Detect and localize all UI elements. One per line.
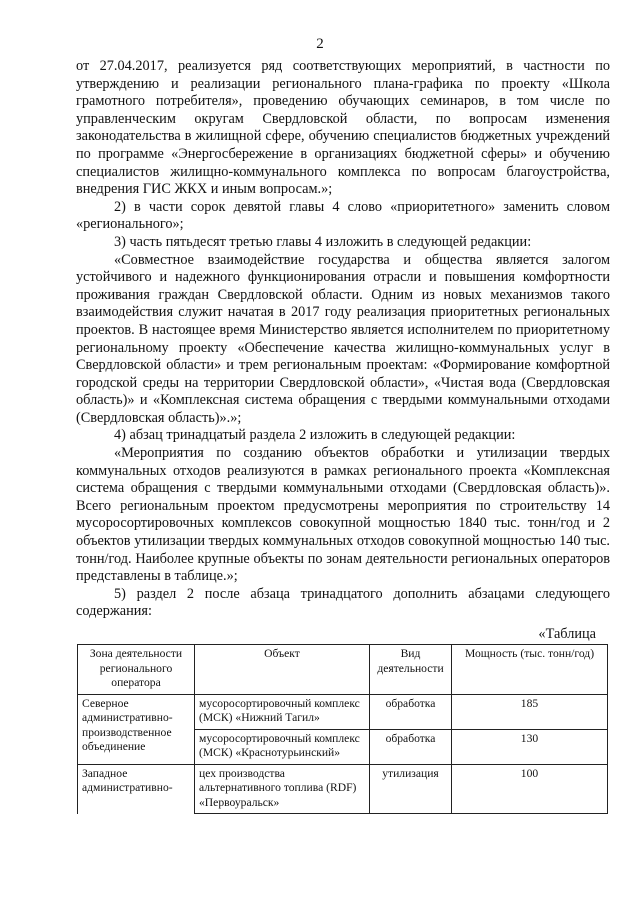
paragraph-quote-cooperation: «Совместное взаимодействие государства и общества является залогом устойчивого и надежного функционирования отрасли и повышения комфортности проживания граждан Свердловской области. Одним из новых механизмов такого взаимодействия служит начатая в 2017 году реализация приоритетных региональных проектов. В настоящее время Министерство является исполнителем по приоритетному региональному проекту «Обеспечение качества жилищно-коммунальных услуг в Свердловской области» и трем региональным проектам: «Формирование комфортной городской среды на территории Свердловской области», «Чистая вода (Свердловская область)» и «Комплексная система обращения с твердыми коммунальными отходами (Свердловская область)».»; <box>76 251 610 426</box>
page-number: 2 <box>316 36 324 52</box>
cell-zone: Северное административно-производственное объединение <box>78 694 195 764</box>
table-caption: «Таблица <box>538 626 596 642</box>
cell-object: мусоросортировочный комплекс (МСК) «Краснотурьинский» <box>195 729 370 764</box>
cell-zone: Западное административно- <box>78 764 195 814</box>
cell-activity: обработка <box>370 694 452 729</box>
cell-activity: утилизация <box>370 764 452 814</box>
cell-capacity: 185 <box>452 694 608 729</box>
cell-capacity: 100 <box>452 764 608 814</box>
cell-activity: обработка <box>370 729 452 764</box>
table-header-row <box>78 645 608 695</box>
paragraph-item-5: 5) раздел 2 после абзаца тринадцатого дополнить абзацами следующего содержания: <box>76 585 610 620</box>
header-object: Объект <box>195 645 370 695</box>
paragraph-item-3: 3) часть пятьдесят третью главы 4 изложить в следующей редакции: <box>114 233 532 250</box>
document-body <box>76 58 610 621</box>
paragraph-continuation: от 27.04.2017, реализуется ряд соответствующих мероприятий, в частности по утверждению и реализации регионального плана-графика по проекту «Школа грамотного потребителя», проведению обучающих семинаров, в том числе по управленческим округам Свердловской области, по вопросам изменения законодательства в жилищной сфере, обучению специалистов бюджетных учреждений по программе «Энергосбережение в организациях бюджетной сферы» и обучению специалистов жилищно-коммунального комплекса по вопросам благоустройства, внедрения ГИС ЖКХ и иным вопросам.»; <box>76 58 610 198</box>
paragraph-item-4: 4) абзац тринадцатый раздела 2 изложить в следующей редакции: <box>114 427 516 444</box>
cell-capacity: 130 <box>452 729 608 764</box>
paragraph-item-2: 2) в части сорок девятой главы 4 слово «приоритетного» заменить словом «регионального»; <box>76 198 610 233</box>
facilities-table <box>77 644 608 814</box>
header-zone: Зона деятельности регионального оператора <box>78 645 195 695</box>
header-capacity: Мощность (тыс. тонн/год) <box>452 645 608 695</box>
table-row <box>78 764 608 814</box>
header-activity: Вид деятельности <box>370 645 452 695</box>
cell-object: цех производства альтернативного топлива (RDF) «Первоуральск» <box>195 764 370 814</box>
table-row <box>78 694 608 729</box>
cell-object: мусоросортировочный комплекс (МСК) «Нижний Тагил» <box>195 694 370 729</box>
paragraph-quote-waste: «Мероприятия по созданию объектов обработки и утилизации твердых коммунальных отходов реализуются в рамках регионального проекта «Комплексная система обращения с твердыми коммунальными отходами (Свердловская область)». Всего региональным проектом предусмотрены мероприятия по строительству 14 мусоросортировочных комплексов совокупной мощностью 1840 тыс. тонн/год и 2 объектов утилизации твердых коммунальных отходов совокупной мощностью 140 тыс. тонн/год. Наиболее крупные объекты по зонам деятельности региональных операторов представлены в таблице.»; <box>76 445 610 585</box>
